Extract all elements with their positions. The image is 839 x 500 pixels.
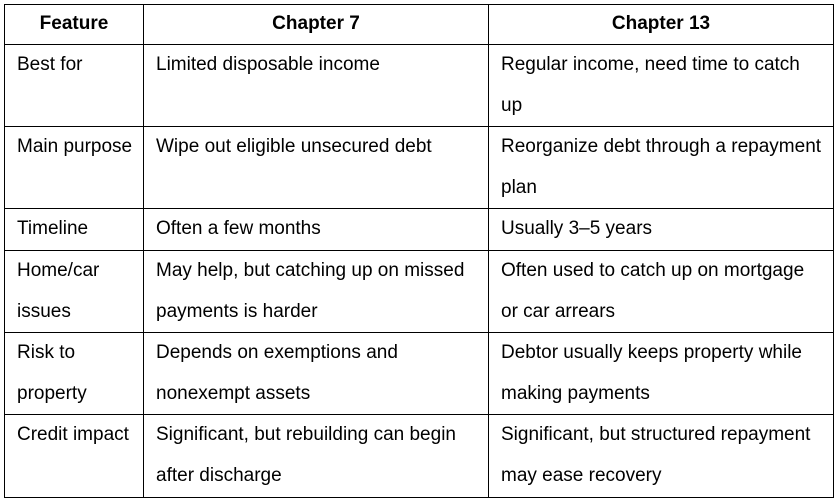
- chapter-13-cell: Regular income, need time to catch up: [489, 45, 834, 127]
- chapter-13-cell: Reorganize debt through a repayment plan: [489, 127, 834, 209]
- chapter-7-cell: Wipe out eligible unsecured debt: [144, 127, 489, 209]
- feature-cell: Timeline: [5, 209, 144, 251]
- header-row: [5, 5, 834, 45]
- header-chapter-13: Chapter 13: [489, 5, 834, 45]
- feature-cell: Best for: [5, 45, 144, 127]
- chapter-7-cell: Depends on exemptions and nonexempt assets: [144, 333, 489, 415]
- table-row: [5, 209, 834, 251]
- feature-cell: Main purpose: [5, 127, 144, 209]
- table-row: [5, 333, 834, 415]
- feature-cell: Home/car issues: [5, 250, 144, 332]
- comparison-table: [4, 4, 834, 498]
- table-row: [5, 415, 834, 497]
- chapter-13-cell: Debtor usually keeps property while making payments: [489, 333, 834, 415]
- header-feature: Feature: [5, 5, 144, 45]
- table-header: [5, 5, 834, 45]
- chapter-7-cell: May help, but catching up on missed payments is harder: [144, 250, 489, 332]
- table-row: [5, 127, 834, 209]
- table-body: [5, 45, 834, 498]
- chapter-7-cell: Limited disposable income: [144, 45, 489, 127]
- chapter-13-cell: Usually 3–5 years: [489, 209, 834, 251]
- table-row: [5, 250, 834, 332]
- chapter-13-cell: Significant, but structured repayment may ease recovery: [489, 415, 834, 497]
- table-row: [5, 45, 834, 127]
- chapter-13-cell: Often used to catch up on mortgage or car arrears: [489, 250, 834, 332]
- chapter-7-cell: Often a few months: [144, 209, 489, 251]
- chapter-7-cell: Significant, but rebuilding can begin after discharge: [144, 415, 489, 497]
- feature-cell: Risk to property: [5, 333, 144, 415]
- feature-cell: Credit impact: [5, 415, 144, 497]
- header-chapter-7: Chapter 7: [144, 5, 489, 45]
